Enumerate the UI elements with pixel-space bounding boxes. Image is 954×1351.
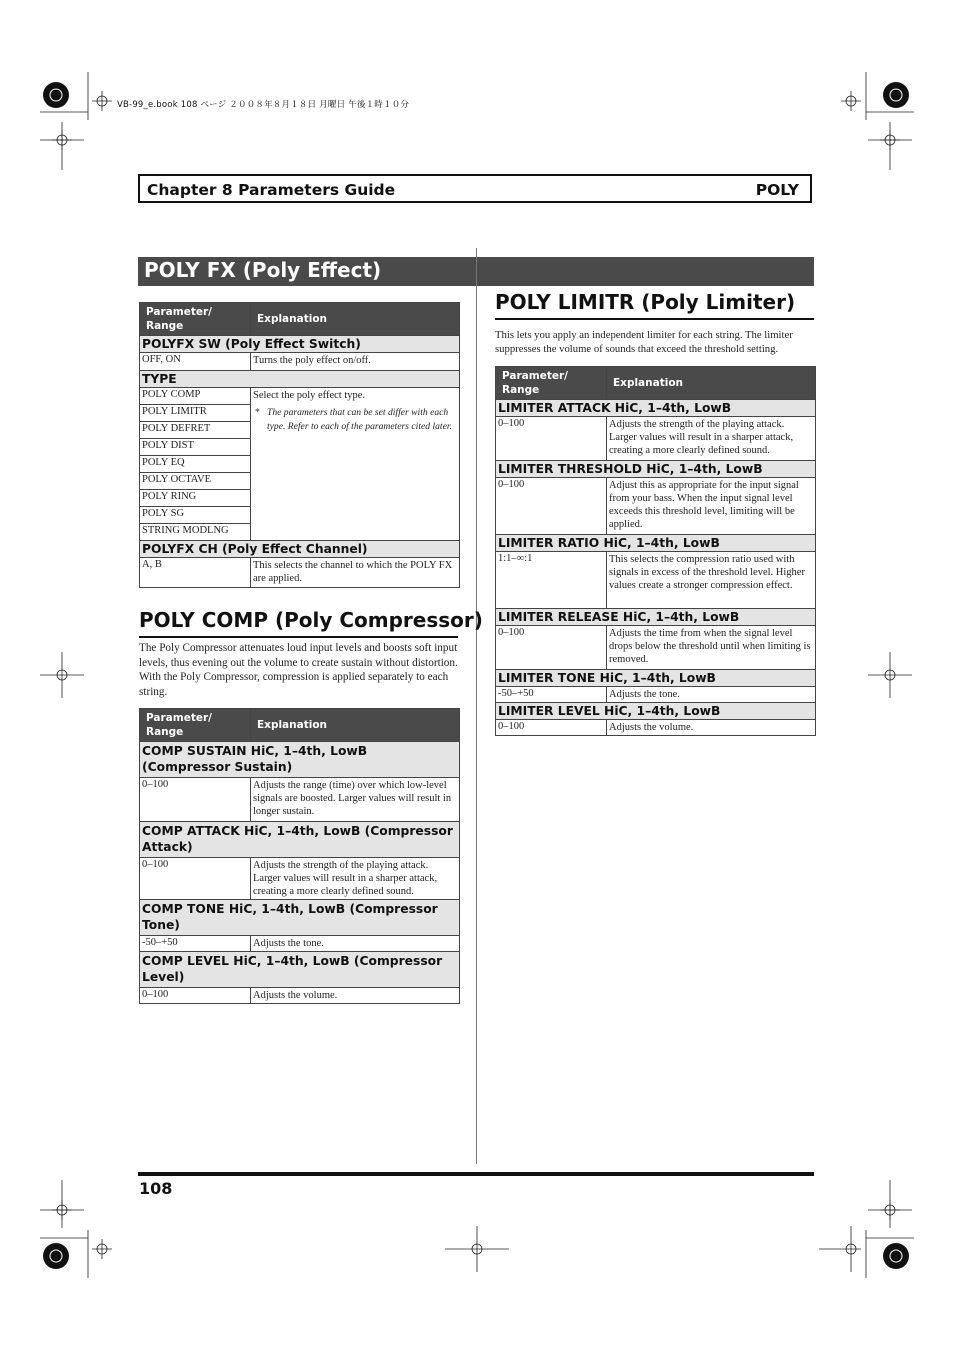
param-range: A, B	[140, 558, 251, 588]
type-value: POLY DIST	[140, 439, 251, 456]
polycomp-title: POLY COMP (Poly Compressor)	[139, 608, 483, 632]
polylimitr-table	[495, 366, 816, 736]
param-explanation: Turns the poly effect on/off.	[251, 353, 460, 371]
polycomp-intro: The Poly Compressor attenuates loud input levels and boosts soft input levels, thus evening out the volume to create sustain without distortion. With the Poly Compressor, compression is applied separately to each string.	[139, 642, 458, 698]
type-value: POLY OCTAVE	[140, 473, 251, 490]
param-explanation: Adjusts the volume.	[607, 720, 816, 736]
column-divider	[476, 248, 477, 1164]
param-name: POLYFX CH (Poly Effect Channel)	[140, 541, 460, 558]
chapter-title: Chapter 8 Parameters Guide	[147, 181, 396, 199]
footer-rule	[138, 1172, 814, 1176]
param-name: LIMITER RATIO HiC, 1–4th, LowB	[496, 535, 816, 552]
col-param-header: Parameter/ Range	[140, 709, 251, 742]
page-number: 108	[139, 1179, 173, 1198]
note-text: The parameters that can be set differ with each type. Refer to each of the parameters cited later.	[267, 407, 452, 432]
param-explanation: Select the poly effect type.	[253, 390, 366, 401]
polycomp-table	[139, 708, 460, 1004]
polylimitr-rule	[495, 318, 814, 320]
col-expl-header: Explanation	[251, 709, 460, 742]
param-explanation: Adjust this as appropriate for the input signal from your bass. When the input signal level exceeds this threshold level, limiting will be applied.	[607, 478, 816, 535]
param-range: 0–100	[496, 417, 607, 461]
param-range: -50–+50	[496, 687, 607, 703]
polycomp-rule	[139, 636, 458, 638]
param-range: 1:1–∞:1	[496, 552, 607, 609]
param-explanation: Adjusts the time from when the signal level drops below the threshold until when limiting is removed.	[607, 626, 816, 670]
param-name: POLYFX SW (Poly Effect Switch)	[140, 336, 460, 353]
polyfx-title: POLY FX (Poly Effect)	[144, 258, 382, 282]
param-name: LIMITER THRESHOLD HiC, 1–4th, LowB	[496, 461, 816, 478]
param-name: LIMITER LEVEL HiC, 1–4th, LowB	[496, 703, 816, 720]
type-note	[253, 402, 457, 434]
param-explanation: This selects the compression ratio used with signals in excess of the threshold level. Higher values create a stronger compression effect.	[607, 552, 816, 609]
col-expl-header: Explanation	[607, 367, 816, 400]
param-range: 0–100	[496, 720, 607, 736]
type-value: POLY LIMITR	[140, 405, 251, 422]
param-explanation: Adjusts the tone.	[251, 936, 460, 952]
param-name: COMP LEVEL HiC, 1–4th, LowB (Compressor Level)	[140, 952, 460, 988]
type-value: POLY SG	[140, 507, 251, 524]
chapter-header	[138, 174, 812, 203]
param-name: LIMITER TONE HiC, 1–4th, LowB	[496, 670, 816, 687]
param-name: LIMITER RELEASE HiC, 1–4th, LowB	[496, 609, 816, 626]
param-explanation: Adjusts the tone.	[607, 687, 816, 703]
col-expl-header: Explanation	[251, 303, 460, 336]
polylimitr-title: POLY LIMITR (Poly Limiter)	[495, 290, 796, 314]
type-value: STRING MODLNG	[140, 524, 251, 541]
param-range: 0–100	[140, 778, 251, 822]
note-mark: *	[255, 407, 260, 418]
type-value: POLY RING	[140, 490, 251, 507]
param-explanation: This selects the channel to which the POLY FX are applied.	[251, 558, 460, 588]
param-range: 0–100	[140, 858, 251, 900]
param-name: COMP TONE HiC, 1–4th, LowB (Compressor Tone)	[140, 900, 460, 936]
type-value: POLY DEFRET	[140, 422, 251, 439]
param-name: COMP ATTACK HiC, 1–4th, LowB (Compressor Attack)	[140, 822, 460, 858]
col-param-header: Parameter/ Range	[140, 303, 251, 336]
chapter-section: POLY	[755, 181, 799, 199]
param-explanation: Adjusts the volume.	[251, 988, 460, 1004]
param-explanation: Adjusts the strength of the playing attack. Larger values will result in a sharper attack, creating a more clearly defined sound.	[251, 858, 460, 900]
param-range: -50–+50	[140, 936, 251, 952]
param-range: 0–100	[496, 478, 607, 535]
type-value: POLY EQ	[140, 456, 251, 473]
param-range: 0–100	[140, 988, 251, 1004]
param-range: 0–100	[496, 626, 607, 670]
param-explanation: Adjusts the range (time) over which low-level signals are boosted. Larger values will result in longer sustain.	[251, 778, 460, 822]
col-param-header: Parameter/ Range	[496, 367, 607, 400]
param-range: OFF, ON	[140, 353, 251, 371]
param-name: LIMITER ATTACK HiC, 1–4th, LowB	[496, 400, 816, 417]
param-name: TYPE	[140, 371, 460, 388]
type-value: POLY COMP	[140, 388, 251, 405]
print-info: VB-99_e.book 108 ページ ２００８年８月１８日 月曜日 午後１時１０分	[117, 100, 410, 110]
param-explanation: Adjusts the strength of the playing attack. Larger values will result in a sharper attack, creating a more clearly defined sound.	[607, 417, 816, 461]
param-name: COMP SUSTAIN HiC, 1–4th, LowB (Compressor Sustain)	[140, 742, 460, 778]
polylimitr-intro: This lets you apply an independent limiter for each string. The limiter suppresses the volume of sounds that exceed the threshold setting.	[495, 329, 793, 355]
polyfx-table	[139, 302, 460, 588]
